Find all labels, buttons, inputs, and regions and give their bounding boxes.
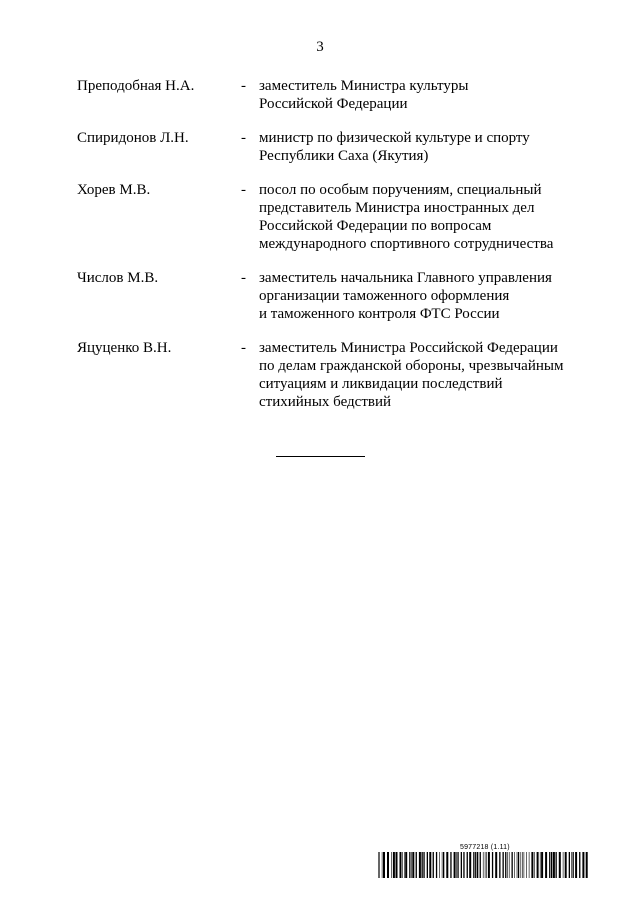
entry-name: Преподобная Н.А. (77, 78, 195, 94)
list-item (77, 129, 597, 165)
barcode-bar (457, 852, 458, 878)
description-line: заместитель Министра культуры (259, 78, 469, 94)
barcode-bar (579, 852, 580, 878)
barcode-bar (509, 852, 510, 878)
list-item (77, 269, 597, 323)
description-line: организации таможенного оформления (259, 288, 510, 304)
barcode-bar (522, 852, 523, 878)
list-item (77, 339, 597, 411)
barcode-bar (405, 852, 407, 878)
barcode-bar (396, 852, 398, 878)
barcode-bar (378, 852, 379, 878)
barcode-bar (475, 852, 476, 878)
barcode-bar (469, 852, 471, 878)
barcode-bar (569, 852, 570, 878)
member-list (77, 77, 597, 427)
description-line: Российской Федерации по вопросам (259, 218, 492, 234)
barcode-bar (521, 852, 522, 878)
barcode-bar (446, 852, 448, 878)
barcode-bar (582, 852, 584, 878)
description-line: представитель Министра иностранных дел (259, 200, 535, 216)
barcode-bar (545, 852, 547, 878)
barcode-bar (486, 852, 487, 878)
barcode-bar (436, 852, 437, 878)
barcode-bar (586, 852, 588, 878)
barcode-bar (400, 852, 402, 878)
barcode-bar (540, 852, 541, 878)
barcode-bar (488, 852, 490, 878)
entry-dash: - (241, 130, 246, 146)
entry-description (259, 181, 597, 253)
entry-name: Числов М.В. (77, 270, 159, 286)
entry-description (259, 129, 597, 165)
barcode-bar (534, 852, 535, 878)
barcode-bar (503, 852, 504, 878)
barcode-bar (382, 852, 383, 878)
barcode-bar (404, 852, 405, 878)
barcode-bar (553, 852, 555, 878)
barcode-bar (402, 852, 403, 878)
separator-line (276, 456, 365, 457)
entry-name: Яцуценко В.Н. (77, 340, 172, 356)
barcode-bar (416, 852, 417, 878)
entry-description (259, 339, 597, 411)
barcode-bar (556, 852, 557, 878)
barcode (378, 852, 588, 878)
entry-name: Хорев М.В. (77, 182, 151, 198)
barcode-bar (505, 852, 506, 878)
barcode-bar (427, 852, 428, 878)
barcode-bar (473, 852, 474, 878)
barcode-bar (518, 852, 519, 878)
entry-name: Спиридонов Л.Н. (77, 130, 189, 146)
barcode-bar (526, 852, 527, 878)
barcode-bar (512, 852, 513, 878)
barcode-bar (575, 852, 577, 878)
barcode-bar (411, 852, 412, 878)
barcode-bar (423, 852, 424, 878)
barcode-bar (499, 852, 500, 878)
description-line: стихийных бедствий (259, 394, 392, 410)
barcode-bar (537, 852, 539, 878)
entry-dash: - (241, 78, 246, 94)
list-item (77, 181, 597, 253)
barcode-bar (477, 852, 478, 878)
barcode-bar (450, 852, 451, 878)
barcode-bar (549, 852, 550, 878)
page-number: 3 (316, 39, 324, 55)
barcode-bar (573, 852, 574, 878)
barcode-bar (454, 852, 456, 878)
barcode-bar (531, 852, 533, 878)
barcode-bar (409, 852, 410, 878)
entry-description (259, 77, 597, 113)
barcode-bar (541, 852, 543, 878)
description-line: Российской Федерации (259, 96, 408, 112)
barcode-bar (383, 852, 385, 878)
barcode-bar (467, 852, 468, 878)
entry-dash: - (241, 182, 246, 198)
barcode-bar (483, 852, 484, 878)
barcode-bar (456, 852, 457, 878)
barcode-bar (461, 852, 462, 878)
barcode-bar (442, 852, 443, 878)
description-line: международного спортивного сотрудничества (259, 236, 554, 252)
description-line: посол по особым поручениям, специальный (259, 182, 542, 198)
document-code: 5977218 (1.11) (460, 844, 510, 851)
barcode-bar (480, 852, 481, 878)
description-line: заместитель начальника Главного управления (259, 270, 552, 286)
barcode-bar (565, 852, 567, 878)
description-line: ситуациям и ликвидации последствий (259, 376, 503, 392)
barcode-bar (439, 852, 440, 878)
barcode-bar (529, 852, 530, 878)
barcode-bar (517, 852, 518, 878)
entry-dash: - (241, 340, 246, 356)
description-line: по делам гражданской обороны, чрезвычайным (259, 358, 564, 374)
barcode-bar (463, 852, 464, 878)
barcode-bar (507, 852, 508, 878)
barcode-bar (387, 852, 389, 878)
barcode-bar (571, 852, 572, 878)
barcode-bar (514, 852, 515, 878)
barcode-bar (379, 852, 380, 878)
barcode-bar (391, 852, 392, 878)
barcode-bar (393, 852, 395, 878)
barcode-bar (559, 852, 561, 878)
barcode-bar (563, 852, 564, 878)
barcode-bar (419, 852, 421, 878)
entry-description (259, 269, 597, 323)
description-line: заместитель Министра Российской Федерации (259, 340, 558, 356)
description-line: и таможенного контроля ФТС России (259, 306, 500, 322)
barcode-bar (495, 852, 497, 878)
barcode-bar (433, 852, 434, 878)
description-line: Республики Саха (Якутия) (259, 148, 429, 164)
barcode-bar (492, 852, 493, 878)
barcode-bar (524, 852, 525, 878)
barcode-bar (551, 852, 552, 878)
barcode-bar (485, 852, 486, 878)
barcode-bar (422, 852, 423, 878)
barcode-bar (429, 852, 431, 878)
entry-dash: - (241, 270, 246, 286)
barcode-bar (412, 852, 414, 878)
list-item (77, 77, 597, 113)
barcode-bar (443, 852, 444, 878)
description-line: министр по физической культуре и спорту (259, 130, 530, 146)
